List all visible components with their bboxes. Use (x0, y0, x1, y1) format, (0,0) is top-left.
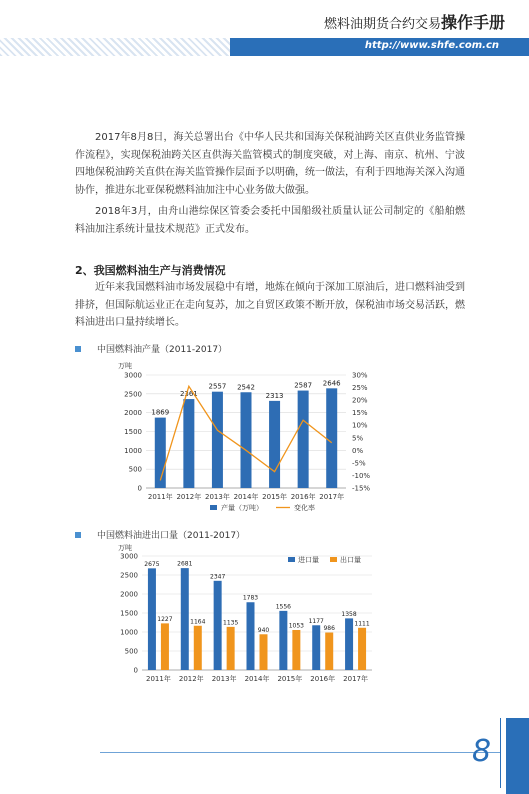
y-axis-unit: 万吨 (118, 544, 132, 552)
import-value-label: 2347 (210, 573, 226, 581)
legend-label-change-rate: 变化率 (294, 504, 315, 512)
side-bar (506, 718, 529, 794)
header-title (324, 10, 505, 33)
production-bar (155, 418, 166, 488)
page-number: 8 (472, 734, 492, 769)
production-bar (326, 388, 337, 488)
y2-tick-label: -10% (352, 471, 371, 480)
y-tick-label: 0 (133, 666, 138, 675)
legend-label-production: 产量（万吨） (221, 504, 263, 512)
y-tick-label: 1000 (124, 446, 142, 455)
legend-swatch-import (288, 557, 295, 562)
y2-tick-label: -15% (352, 484, 371, 493)
x-tick-label: 2011年 (147, 493, 173, 501)
export-value-label: 1111 (354, 620, 370, 628)
export-bar (292, 630, 300, 670)
export-value-label: 1053 (288, 622, 304, 630)
x-tick-label: 2014年 (244, 675, 270, 683)
y2-tick-label: -5% (352, 459, 366, 468)
bar-value-label: 2587 (294, 381, 313, 390)
y-tick-label: 1500 (124, 428, 142, 436)
caption-square-icon (75, 532, 81, 538)
x-tick-label: 2015年 (262, 493, 287, 501)
bar-value-label: 1869 (151, 408, 170, 417)
import-export-chart (110, 542, 400, 688)
bar-value-label: 2313 (265, 391, 284, 400)
import-bar (345, 618, 353, 670)
y2-tick-label: 20% (352, 396, 368, 405)
export-value-label: 1164 (190, 618, 206, 626)
x-tick-label: 2017年 (343, 675, 368, 683)
production-chart (110, 356, 420, 518)
export-value-label: 1227 (157, 615, 173, 623)
production-bar (183, 399, 194, 488)
y-tick-label: 2500 (120, 571, 138, 580)
legend-swatch-production (210, 505, 217, 510)
y2-tick-label: 15% (352, 409, 368, 418)
bar-value-label: 2557 (208, 382, 227, 391)
section-heading: 2、我国燃料油生产与消费情况 (75, 264, 226, 277)
chart-2-caption (75, 528, 245, 541)
vline-decoration (500, 718, 501, 788)
export-bar (161, 623, 169, 670)
chart-2-title: 中国燃料油进出口量（2011-2017） (97, 531, 246, 541)
y-tick-label: 0 (137, 484, 142, 493)
import-bar (214, 581, 222, 670)
header-title-strong: 操作手册 (440, 13, 505, 32)
export-bar (227, 627, 235, 670)
paragraph-2: 2018年3月，由舟山港综保区管委会委托中国船级社质量认证公司制定的《船舶燃料油加注系统计量技术规范》正式发布。 (75, 206, 465, 235)
import-bar (279, 611, 287, 670)
production-bar (298, 391, 309, 488)
hline-decoration (100, 752, 500, 753)
y2-tick-label: 30% (352, 371, 368, 380)
caption-square-icon (75, 346, 81, 352)
y-tick-label: 500 (128, 465, 142, 474)
export-bar (358, 628, 366, 670)
x-tick-label: 2012年 (176, 493, 202, 501)
y-tick-label: 2000 (120, 590, 138, 599)
import-bar (148, 568, 156, 670)
chart-1-caption (75, 342, 227, 355)
export-value-label: 986 (323, 625, 335, 633)
x-tick-label: 2016年 (310, 675, 336, 683)
bar-value-label: 2646 (322, 379, 341, 388)
export-value-label: 940 (257, 626, 270, 634)
import-value-label: 1358 (341, 610, 357, 618)
import-bar (312, 625, 320, 670)
legend-swatch-export (330, 557, 337, 562)
y2-tick-label: 5% (352, 434, 364, 443)
header-url[interactable]: http://www.shfe.com.cn (364, 40, 499, 51)
production-bar (212, 392, 223, 488)
import-value-label: 1177 (308, 617, 324, 625)
export-bar (194, 626, 202, 670)
x-tick-label: 2013年 (205, 493, 230, 501)
x-tick-label: 2015年 (277, 675, 303, 683)
x-tick-label: 2014年 (233, 493, 259, 501)
y2-tick-label: 0% (352, 446, 364, 455)
export-bar (260, 634, 268, 670)
y-tick-label: 1000 (120, 628, 138, 637)
chart-1-title: 中国燃料油产量（2011-2017） (97, 345, 228, 355)
production-bar (269, 401, 280, 488)
x-tick-label: 2013年 (211, 675, 237, 683)
legend-label-export: 出口量 (340, 556, 361, 564)
x-tick-label: 2011年 (146, 675, 171, 683)
y-tick-label: 1500 (120, 609, 138, 618)
import-value-label: 1556 (275, 603, 291, 611)
y-tick-label: 3000 (124, 371, 142, 380)
y-tick-label: 2500 (124, 390, 142, 399)
y-tick-label: 2000 (124, 409, 142, 418)
header-title-prefix: 燃料油期货合约交易 (323, 17, 441, 32)
y2-tick-label: 10% (352, 421, 368, 430)
x-tick-label: 2012年 (178, 675, 204, 683)
y-tick-label: 500 (124, 647, 138, 656)
y2-tick-label: 25% (352, 384, 368, 393)
y-tick-label: 3000 (120, 552, 138, 561)
import-value-label: 2681 (177, 560, 193, 568)
y-axis-unit: 万吨 (118, 362, 132, 370)
bar-value-label: 2361 (179, 390, 198, 399)
x-tick-label: 2017年 (319, 493, 345, 501)
production-bar (241, 392, 252, 488)
bar-value-label: 2542 (237, 383, 255, 392)
paragraph-3: 近年来我国燃料油市场发展稳中有增，地炼在倾向于深加工原油后，进口燃料油受到排挤，但国际航运业正在走向复苏，加之自贸区政策不断开放，保税油市场交易活跃，燃料油进出口量持续增长。 (75, 282, 465, 328)
import-bar (247, 602, 255, 670)
x-tick-label: 2016年 (290, 493, 316, 501)
import-value-label: 2675 (144, 560, 160, 568)
import-bar (181, 568, 189, 670)
export-bar (325, 633, 333, 670)
import-value-label: 1783 (242, 594, 259, 602)
legend-label-import: 进口量 (298, 556, 319, 564)
export-value-label: 1135 (223, 619, 239, 627)
paragraph-1: 2017年8月8日，海关总署出台《中华人民共和国海关保税油跨关区直供业务监管操作流程》，实现保税油跨关区直供海关监管模式的制度突破，对上海、南京、杭州、宁波四地保税油跨关直供在海关监管操作层面予以明确，统一做法，有利于四地海关深入沟通协作，推进东北亚保税燃料油加注中心业务做大做强。 (75, 132, 465, 196)
